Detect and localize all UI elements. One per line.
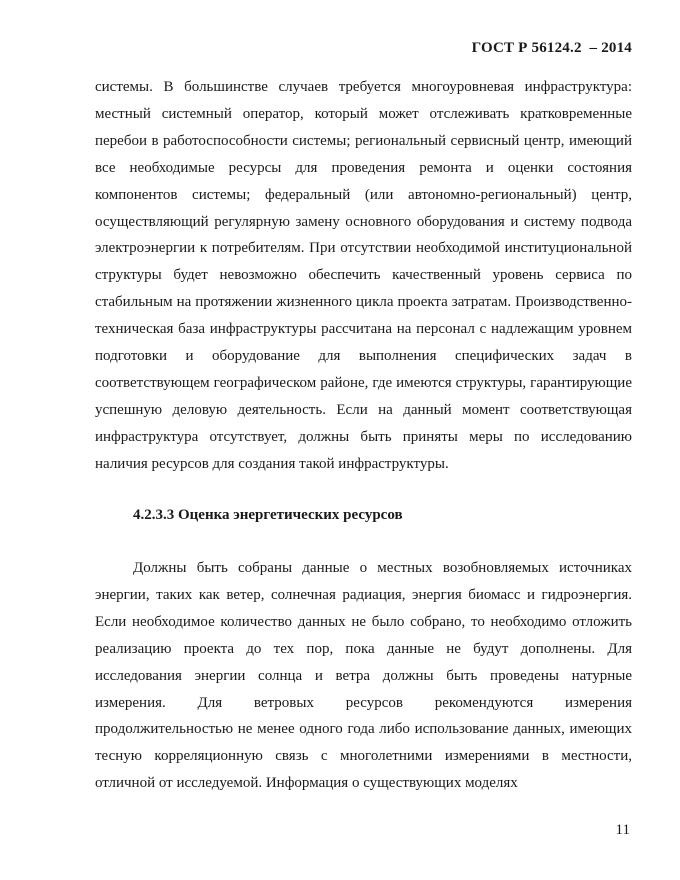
paragraph-continuation: системы. В большинстве случаев требуется многоуровневая инфраструктура: местный системный оператор, который может отслеживать кратковременные перебои в работоспособности системы; региональный сервисный центр, имеющий все необходимые ресурсы для проведения ремонта и оценки состояния компонентов системы; федеральный (или автономно-региональный) центр, осуществляющий регулярную замену основного оборудования и систему подвода электроэнергии к потребителям. При отсутствии необходимой институциональной структуры будет невозможно обеспечить качественный уровень сервиса по стабильным на протяжении жизненного цикла проекта затратам. Производственно-техническая база инфраструктуры рассчитана на персонал с надлежащим уровнем подготовки и оборудование для выполнения специфических задач в соответствующем географическом районе, где имеются структуры, гарантирующие успешную деловую деятельность. Если на данный момент соответствующая инфраструктура отсутствует, должны быть приняты меры по исследованию наличия ресурсов для создания такой инфраструктуры. — [95, 79, 632, 472]
document-header: ГОСТ Р 56124.2 – 2014 — [471, 40, 632, 56]
page-number: 11 — [615, 822, 630, 838]
paragraph-energy-resources: Должны быть собраны данные о местных возобновляемых источниках энергии, таких как ветер, солнечная радиация, энергия биомасс и гидроэнергия. Если необходимое количество данных не было собрано, то необходимо отложить реализацию проекта до тех пор, пока данные не будут дополнены. Для исследования энергии солнца и ветра должны быть проведены натурные измерения. Для ветровых ресурсов рекомендуются измерения продолжительностью не менее одного года либо использование данных, имеющих тесную корреляционную связь с многолетними измерениями в местности, отличной от исследуемой. Информация о существующих моделях — [95, 560, 632, 792]
section-heading: 4.2.3.3 Оценка энергетических ресурсов — [133, 507, 403, 523]
